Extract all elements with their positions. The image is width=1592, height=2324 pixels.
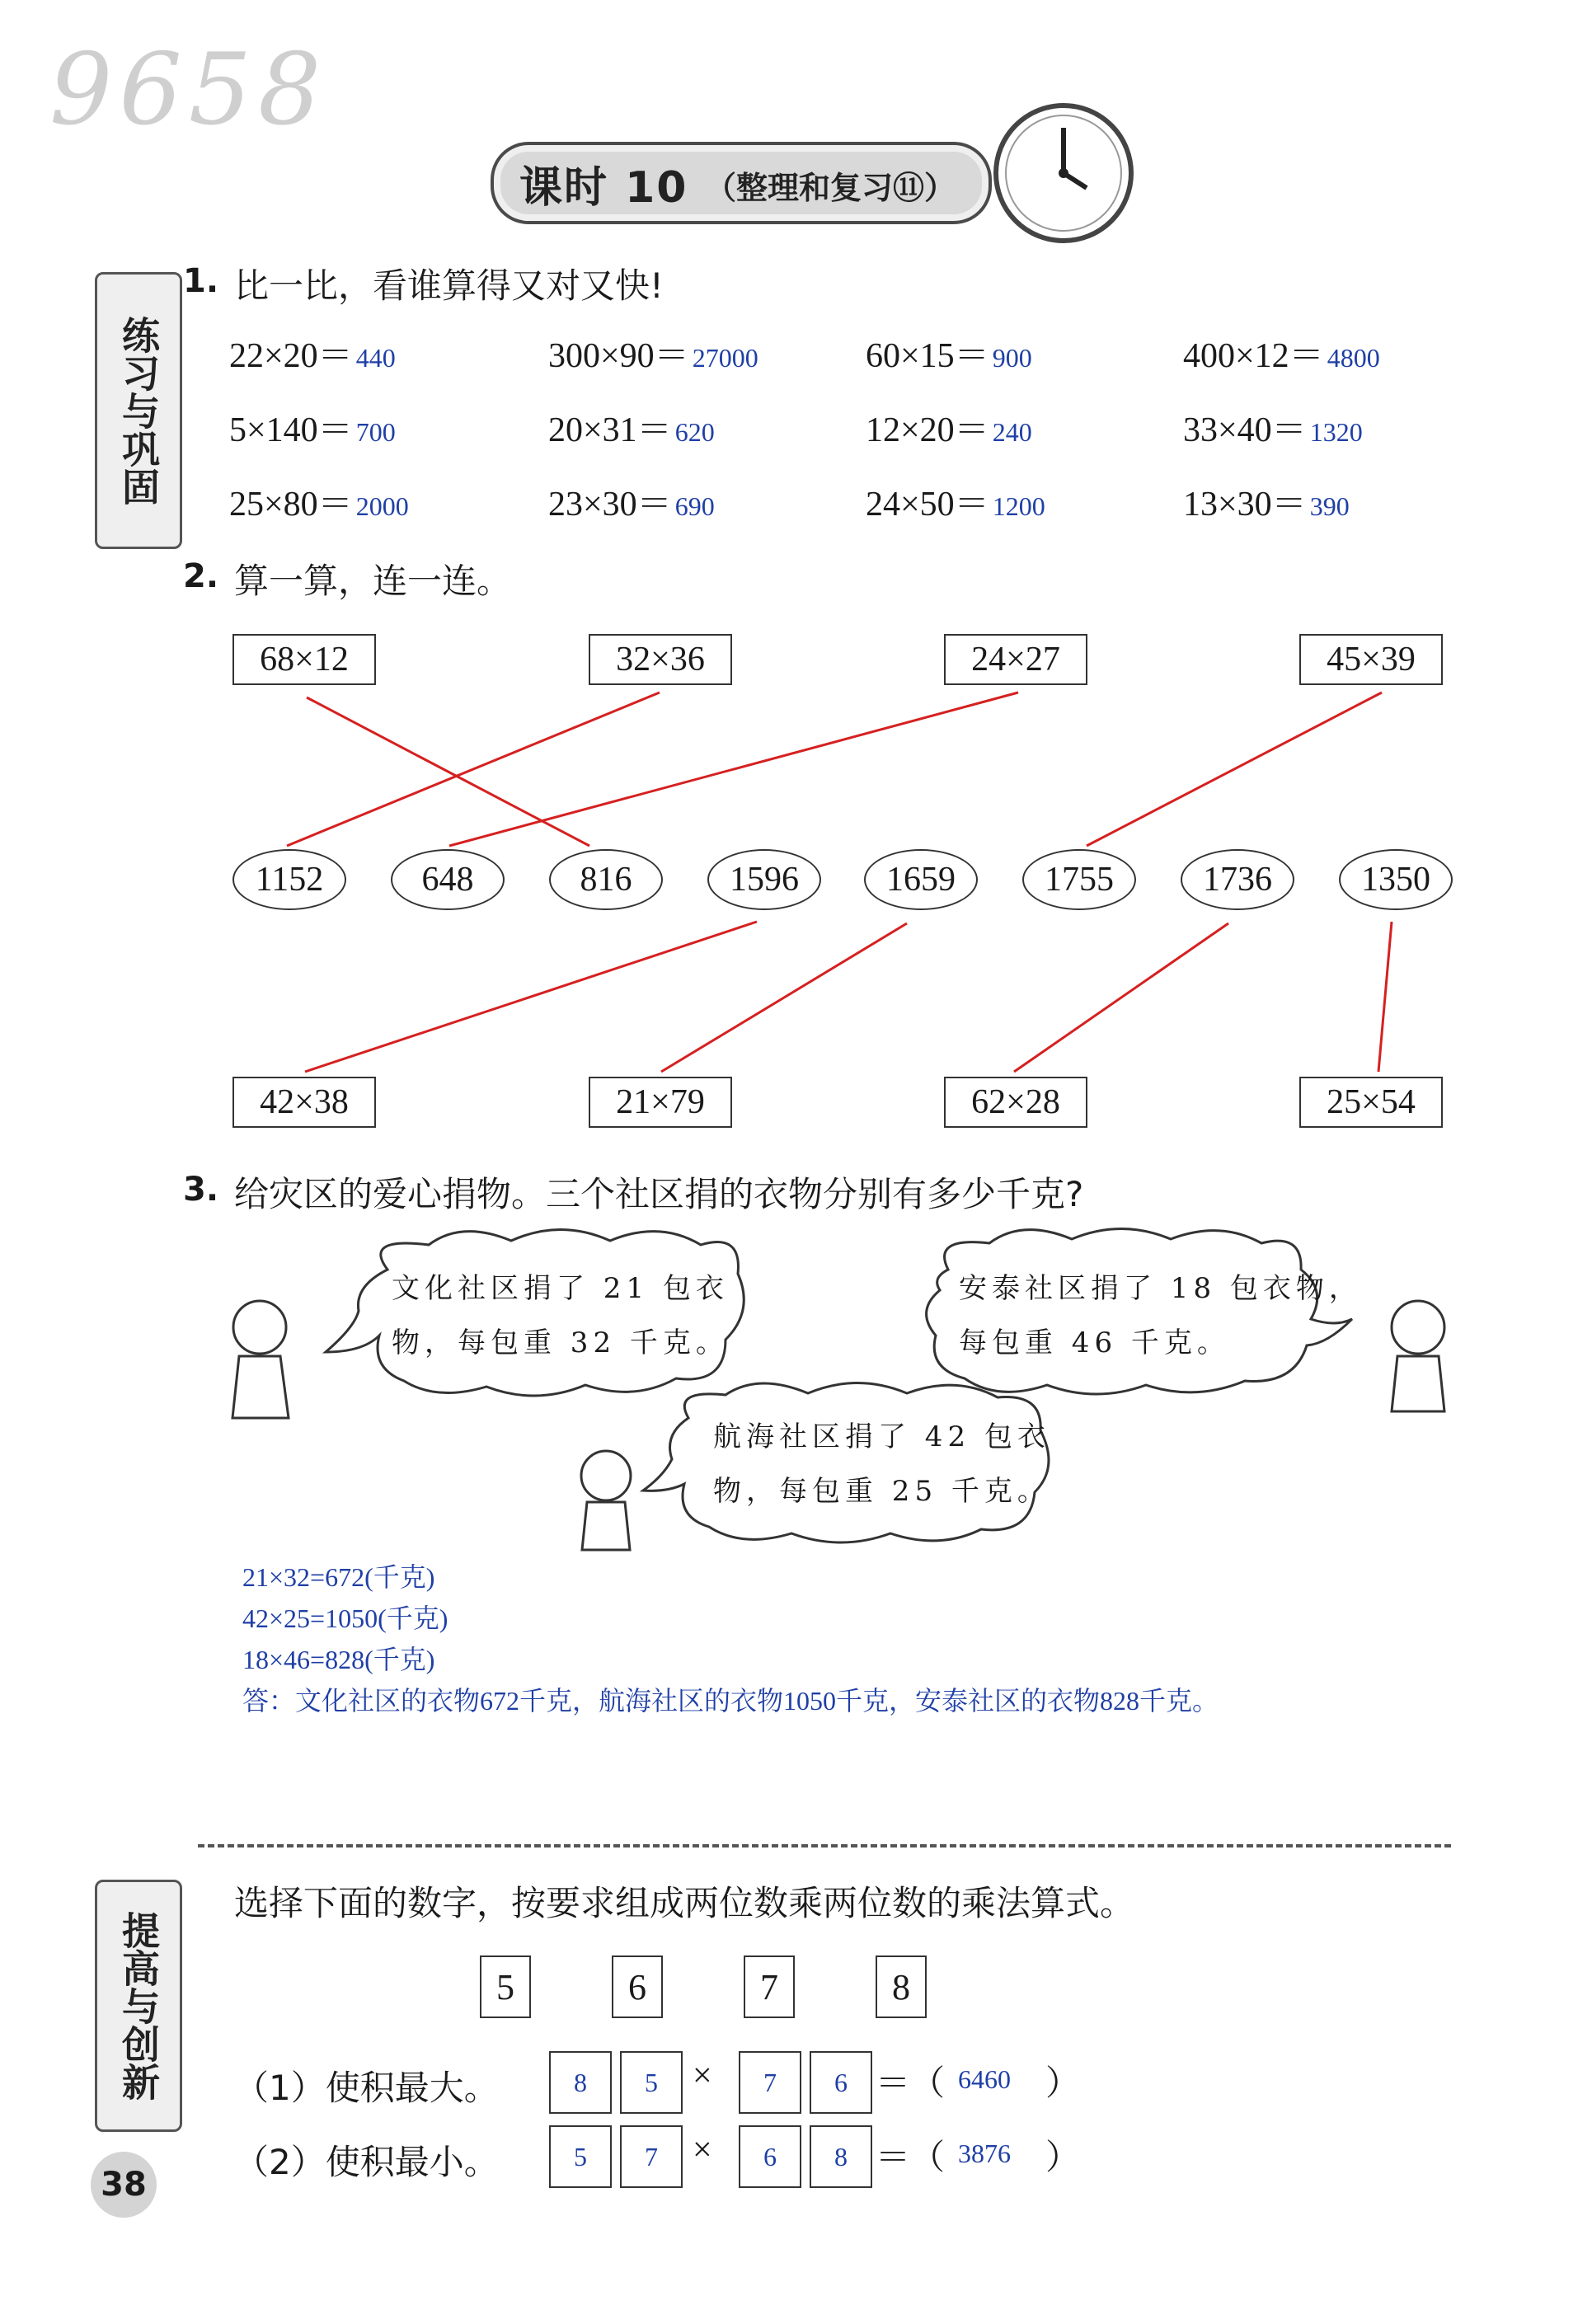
- answer-sentence: 答：文化社区的衣物672千克，航海社区的衣物1050千克，安泰社区的衣物828千克。: [242, 1686, 1219, 1716]
- decorative-numbers: 9658: [49, 33, 328, 148]
- result-oval: 1736: [1181, 849, 1294, 910]
- close-paren: ）: [1045, 2065, 1081, 2103]
- bottom-expression-box: 21×79: [589, 1077, 732, 1128]
- bottom-expression-box: 25×54: [1299, 1077, 1443, 1128]
- bottom-expression-box: 42×38: [232, 1077, 376, 1128]
- page-number: 38: [91, 2152, 157, 2218]
- equals-paren: ＝（: [876, 2065, 946, 2103]
- q1-item: 13×30＝ 390: [1183, 486, 1350, 523]
- row1-label: （1）使积最大。: [234, 2068, 499, 2108]
- answer-box[interactable]: 7: [620, 2125, 683, 2188]
- product-answer: 3876: [958, 2139, 1011, 2168]
- answer-box[interactable]: 6: [810, 2051, 872, 2114]
- girl-figure-body: [1392, 1356, 1444, 1411]
- q1-item: 23×30＝ 690: [548, 486, 715, 523]
- answer-box[interactable]: 5: [549, 2125, 612, 2188]
- digit-card: 6: [612, 1955, 663, 2018]
- q1-item: 25×80＝ 2000: [229, 486, 409, 523]
- result-oval: 1659: [864, 849, 978, 910]
- top-expression-box: 32×36: [589, 634, 732, 685]
- q1-item: 5×140＝ 700: [229, 411, 396, 449]
- equals-paren: ＝（: [876, 2139, 946, 2177]
- q1-item: 22×20＝ 440: [229, 337, 396, 375]
- answer-line: 21×32=672(千克): [242, 1562, 435, 1592]
- answer-line: 18×46=828(千克): [242, 1645, 435, 1674]
- q3-number: 3.: [183, 1171, 219, 1209]
- section-divider: [198, 1844, 1451, 1847]
- q1-item: 400×12＝ 4800: [1183, 337, 1380, 375]
- result-oval: 1596: [707, 849, 821, 910]
- girl2-figure-body: [582, 1502, 630, 1550]
- answer-box[interactable]: 5: [620, 2051, 683, 2114]
- girl2-figure-head: [581, 1451, 631, 1500]
- times-sign: ×: [693, 2131, 712, 2169]
- q2-prompt: 算一算，连一连。: [234, 561, 512, 601]
- bottom-expression-box: 62×28: [944, 1077, 1087, 1128]
- bubble-center-text: 航海社区捐了 42 包衣 物，每包重 25 千克。: [713, 1420, 1050, 1508]
- result-oval: 1152: [232, 849, 346, 910]
- q1-item: 12×20＝ 240: [866, 411, 1032, 449]
- result-oval: 648: [391, 849, 505, 910]
- extension-badge: [95, 1880, 182, 2132]
- bubble-left-text: 文化社区捐了 21 包衣 物，每包重 32 千克。: [392, 1272, 729, 1359]
- extension-prompt: 选择下面的数字，按要求组成两位数乘两位数的乘法算式。: [234, 1883, 1135, 1923]
- lesson-subtitle: （整理和复习⑪）: [705, 170, 956, 206]
- times-sign: ×: [693, 2057, 712, 2095]
- top-expression-box: 45×39: [1299, 634, 1443, 685]
- product-answer: 6460: [958, 2064, 1011, 2094]
- digit-card: 8: [876, 1955, 927, 2018]
- answer-box[interactable]: 6: [739, 2125, 801, 2188]
- top-expression-box: 68×12: [232, 634, 376, 685]
- digit-card: 5: [480, 1955, 531, 2018]
- practice-badge-label: 练习与巩固: [116, 316, 161, 505]
- result-oval: 816: [549, 849, 663, 910]
- digit-card: 7: [744, 1955, 795, 2018]
- q1-item: 60×15＝ 900: [866, 337, 1032, 375]
- top-expression-box: 24×27: [944, 634, 1087, 685]
- answer-box[interactable]: 8: [549, 2051, 612, 2114]
- answer-box[interactable]: 7: [739, 2051, 801, 2114]
- result-oval: 1350: [1339, 849, 1453, 910]
- answer-box[interactable]: 8: [810, 2125, 872, 2188]
- bubble-right-text: 安泰社区捐了 18 包衣物， 每包重 46 千克。: [959, 1272, 1362, 1359]
- q1-item: 33×40＝ 1320: [1183, 411, 1363, 449]
- lesson-title: 课时 10: [519, 163, 688, 213]
- q1-number: 1.: [183, 262, 219, 300]
- q3-prompt: 给灾区的爱心捐物。三个社区捐的衣物分别有多少千克?: [234, 1174, 1084, 1214]
- q1-item: 24×50＝ 1200: [866, 486, 1045, 523]
- extension-badge-label: 提高与创新: [116, 1911, 161, 2101]
- girl-figure-head: [1392, 1301, 1444, 1354]
- q1-item: 300×90＝ 27000: [548, 337, 758, 375]
- result-oval: 1755: [1022, 849, 1136, 910]
- boy-figure-head: [233, 1301, 286, 1354]
- answer-line: 42×25=1050(千克): [242, 1603, 448, 1633]
- close-paren: ）: [1045, 2139, 1081, 2177]
- row2-label: （2）使积最小。: [234, 2142, 499, 2182]
- q2-number: 2.: [183, 557, 219, 595]
- q1-item: 20×31＝ 620: [548, 411, 715, 449]
- q1-prompt: 比一比，看谁算得又对又快!: [234, 265, 664, 306]
- boy-figure-body: [232, 1356, 289, 1418]
